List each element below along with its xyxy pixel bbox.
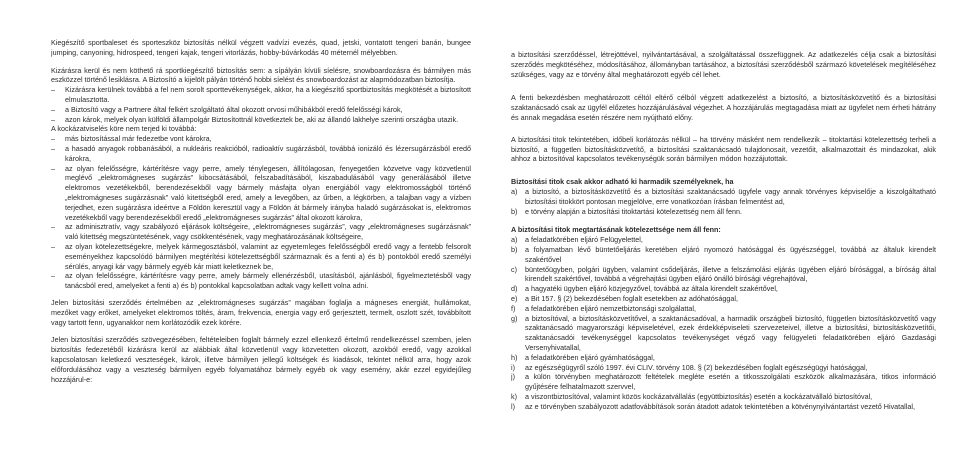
list-item: d) a hagyatéki ügyben eljáró közjegyzővel, továbbá az általa kirendelt szakértővel, xyxy=(511,284,778,294)
list-item: – az olyan felelősségre, kártérítésre vagy perre, amely ténylegesen, állítólagosan, fenyegetően közvetve vagy közvetlenül meglévő „elektromágneses sugárzás” kibocsátásából, felszabadításából, kiszabadulásából vagy generálásából illetve elektromos vezetékekből, berendezésekből vagy bármely másfajta olyan energiából vagy elektromosságból történő „elektromágneses sugárzásnak” való kitettségből ered, amely a levegőben, az űrben, a légkörben, a talajban vagy a vízben terjedhet, ezen sugárzásra ideértve a Földön keresztül vagy a Földön át bármely irányba haladó sugárzásokat is, elektromos vezetékekből vagy berendezésekből eredő „elektromágneses sugárzás” által okozott károkra, xyxy=(51,163,471,222)
intro-paragraph: Kiegészítő sportbaleset és sporteszköz biztosítás nélkül végzett vadvízi evezés, quad, jetski, vontatott tengeri banán, bungee jumping, canyoning, hidrospeed, tengeri kajak, tengeri vitorlázás, hobby-búvárkodás 40 méternél mélyebben. xyxy=(51,38,471,57)
list-item: i) az egészségügyről szóló 1997. évi CLIV. törvény 108. § (2) bekezdésében foglalt egészségügyi hatósággal, xyxy=(511,362,868,372)
list-item: – más biztosítással már fedezetbe vont károkra, xyxy=(51,134,212,144)
list-item: – az olyan felelősségre, kártérítésre vagy perre, amely bármely ellenérzésből, utasításból, ajánlásból, figyelmeztetésből vagy tanácsból ered, amelyeket a fenti a) és b) pontokkal kapcsolatban adtak vagy kellett volna adni. xyxy=(51,271,471,291)
right-column xyxy=(511,38,936,469)
list-item: f) a feladatkörében eljáró nemzetbiztonsági szolgálattal, xyxy=(511,303,697,313)
data-processing-paragraph: a biztosítási szerződéssel, létrejöttével, nyilvántartásával, a szolgáltatással összefüggnek. Az adatkezelés célja csak a biztosítási szerződés megkötéséhez, módosításához, állományban tartásához, a biztosítási szerződésből származó követelések megítéléséhez szükséges, vagy az e törvény által meghatározott egyéb cél lehet. xyxy=(511,50,936,79)
list-item: – Kizárásra kerülnek továbbá a fel nem sorolt sporttevékenységek, akkor, ha a kiegészítő sportbiztosítás megkötését a biztosított elmulasztotta. xyxy=(51,85,471,104)
list-item: e) a Bit 157. § (2) bekezdésében foglalt esetekben az adóhatósággal, xyxy=(511,293,738,303)
list-item: a) a feladatkörében eljáró Felügyelettel, xyxy=(511,235,643,245)
secrecy-paragraph: A biztosítási titok tekintetében, időbeli korlátozás nélkül – ha törvény másként nem rendelkezik – titoktartási kötelezettség terheli a biztosító, a független biztosításközvetítő, a biztosítási szaktanácsadó tulajdonosait, vezetőit, alkalmazottait és mindazokat, akik ahhoz a biztosítóval kapcsolatos tevékenységük során bármilyen módon hozzájutottak. xyxy=(511,134,936,164)
list-item: c) büntetőügyben, polgári ügyben, valamint csődeljárás, illetve a felszámolási eljárás ügyében eljáró bírósággal, a bíróság által kirendelt szakértővel, továbbá a végrehajtási ügyben eljáró önálló bírósági végrehajtóval, xyxy=(511,264,936,284)
dash-marker: – xyxy=(51,85,55,95)
final-paragraph: Jelen biztosítási szerződés szövegezésében, feltételeiben foglalt bármely ezzel ellenkező értelmű rendelkezéssel szemben, jelen biztosítás fedezetéből kizárásra kerül az alábbiak által közvetlenül vagy közvetetten okozott, azokból eredő, vagy azokkal kapcsolatosan keletkező veszteségek, károk, illetve bármilyen jellegű költségek és kiadások, tekintet nélkül arra, hogy azok előfordulásához vagy a veszteség bármilyen egyéb folyamatához bármely egyéb ok vagy esemény, akár ezzel egyidejűleg hozzájárul-e: xyxy=(51,335,471,384)
list-item: l) az e törvényben szabályozott adatfovábbítások során átadott adatok tekintetében a kötvénynyilvántartást vezető Hivatallal, xyxy=(511,401,915,411)
exclusion-intro: A kockázatviselés köre nem terjed ki továbbá: xyxy=(51,124,197,134)
section-heading: A biztosítási titok megtartásának kötelezettsége nem áll fenn: xyxy=(511,225,721,235)
dash-marker: – xyxy=(51,104,55,114)
list-item: – az adminisztratív, vagy szabályozó eljárások költségeire, „elektromágneses sugárzás”, vagy „elektromágneses sugárzásnak” való kitettség megszüntetésének, vagy csökkentésének, vagy meghatározásának költségeire, xyxy=(51,222,471,242)
list-item: j) a külön törvényben meghatározott feltételek megléte esetén a titkosszolgálati eszközök alkalmazására, titkos információ gyűjtésére felhatalmazott szervvel, xyxy=(511,372,936,392)
electromagnetic-paragraph: Jelen biztosítási szerződés értelmében az „elektromágneses sugárzás” magában foglalja a mágneses energiát, hullámokat, mezőket vagy erőket, amelyeket elektromos töltés, áram, frekvencia, energia vagy erő gerjesztett, termelt, oszlott szét, továbbított vagy tartott fenn, ugyanakkor nem korlátozódik ezek körére. xyxy=(51,297,471,327)
list-item: h) a feladatkörében eljáró gyámhatósággal, xyxy=(511,352,655,362)
list-item: k) a viszontbiztosítóval, valamint közös kockázatvállalás (együttbiztosítás) esetén a kockázatvállaló biztosítóval, xyxy=(511,391,873,401)
exclusion-paragraph: Kizárásra kerül és nem köthető rá sportkiegészítő biztosítás sem: a sípályán kívüli síelésre, snowboardozásra és bármilyen más eszközzel történő lesiklásra. A Biztosító a kijelölt pályán történő hobbi síelést és snowboardozást az alapmódozatban biztosítja. xyxy=(51,65,471,85)
list-item: – azon károk, melyek olyan külföldi állampolgár Biztosítottnál következtek be, aki az állandó lakhelye szerinti országba utazik. xyxy=(51,114,459,124)
left-column xyxy=(51,38,471,469)
consent-paragraph: A fenti bekezdésben meghatározott céltól eltérő célból végzett adatkezelést a biztosító, a biztosításközvetítő és a biztosítási szaktanácsadó csak az ügyfél előzetes hozzájárulásával végezhet. A hozzájárulás megtagadása miatt az ügyfelet nem érheti hátrány és annak megadása esetén részére nem nyújtható előny. xyxy=(511,93,936,122)
list-item: b) e törvény alapján a biztosítási titoktartási kötelezettség nem áll fenn. xyxy=(511,206,742,216)
section-heading: Biztosítási titok csak akkor adható ki harmadik személyeknek, ha xyxy=(511,177,734,187)
list-item: a) a biztosító, a biztosításközvetítő és a biztosítási szaktanácsadó ügyfele vagy annak törvényes képviselője a kiszolgáltatható biztosítási titokkört pontosan megjelölve, erre vonatkozóan írásban felmentést ad, xyxy=(511,186,936,206)
list-item: – a Biztosító vagy a Partnere által felkért szolgáltató által okozott orvosi műhibákból eredő felelősségi károk, xyxy=(51,104,403,114)
list-item: g) a biztosítóval, a biztosításközvetítővel, a szaktanácsadóval, a harmadik országbeli biztosító, független biztosításközvetítő vagy szaktanácsadó magyarországi képviseletével, ezek érdekképviseleti szervezeteivel, illetve a biztosítási, biztosításközvetítői, szaktanácsadói tevékenységgel kapcsolatos tevékenységet végző vagy felügyeleti feladatkörében eljáró Gazdasági Versenyhivatallal, xyxy=(511,313,936,352)
list-item: b) a folyamatban lévő büntetőeljárás keretében eljáró nyomozó hatósággal és ügyészséggel, továbbá az általuk kirendelt szakértővel xyxy=(511,244,936,264)
list-item: – a hasadó anyagok robbanásából, a nukleáris reakcióból, radioaktív sugárzásból, továbbá ionizáló és lézersugárzásból eredő károkra, xyxy=(51,143,471,163)
list-item: – az olyan kötelezettségekre, melyek kármegosztásból, valamint az egyetemleges felelősségből eredő vagy a fentebb felsorolt eseményekhez kapcsolódó bármilyen megtérítési kötelezettségből származnak és a fenti a) és b) pontokból eredő személyi sérülés, anyagi kár vagy bármely egyéb kár miatt keletkeznek be, xyxy=(51,241,471,271)
dash-marker: – xyxy=(51,114,55,124)
